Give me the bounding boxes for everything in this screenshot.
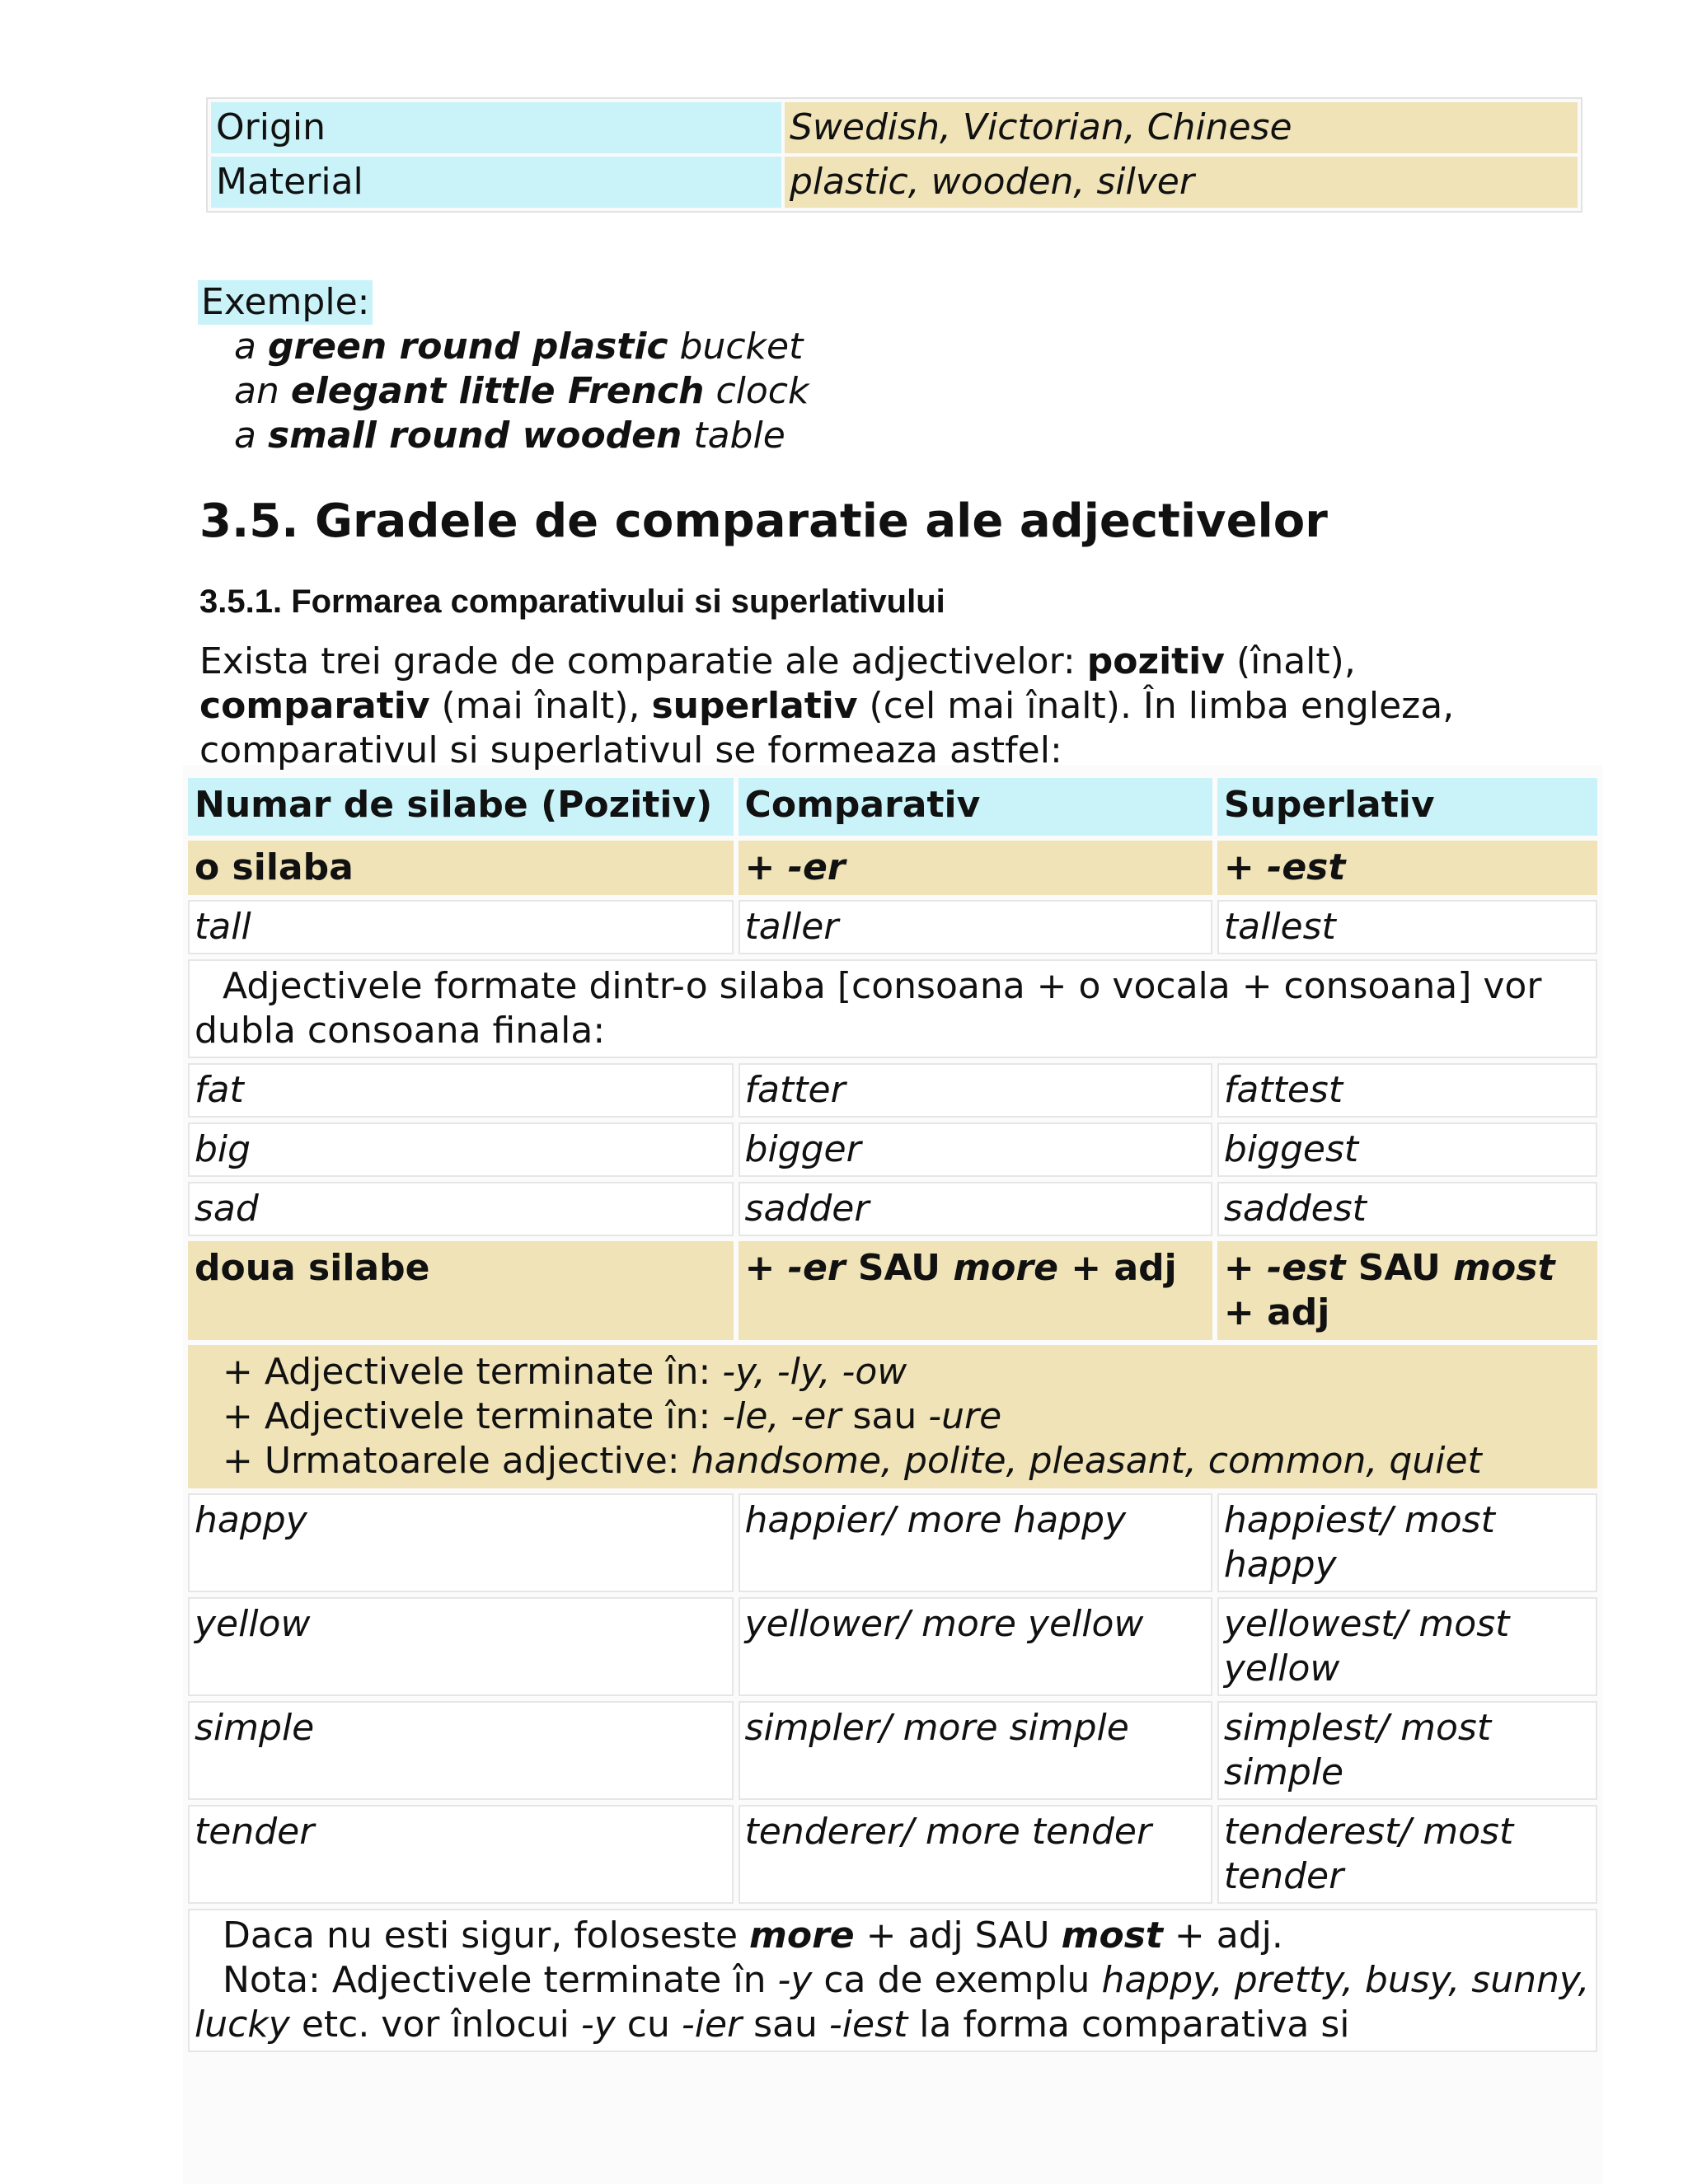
examples-block	[198, 280, 809, 458]
example-line	[198, 369, 809, 414]
positive-cell: fat	[188, 1063, 734, 1118]
positive-cell: big	[188, 1122, 734, 1177]
comparison-table	[183, 773, 1602, 2057]
superlative-cell: happiest/ most happy	[1217, 1493, 1597, 1592]
double-consonant-note: Adjectivele formate dintr-o silaba [consoana + o vocala + consoana] vor dubla consoana finala:	[188, 959, 1597, 1058]
row-label: Origin	[211, 102, 781, 153]
superlative-cell: yellowest/ most yellow	[1217, 1597, 1597, 1696]
intro-term: pozitiv	[1086, 640, 1225, 682]
example-article: a	[234, 326, 256, 368]
note-row	[188, 959, 1597, 1058]
note-line: + Urmatoarele adjective: handsome, polite, pleasant, common, quiet	[223, 1440, 1482, 1482]
example-article: an	[234, 370, 279, 412]
table-row	[188, 1182, 1597, 1236]
table-row	[211, 102, 1578, 153]
superlative-cell: fattest	[1217, 1063, 1597, 1118]
positive-cell: tender	[188, 1805, 734, 1904]
positive-cell: happy	[188, 1493, 734, 1592]
superlative-cell: tallest	[1217, 900, 1597, 954]
example-adjectives: small round wooden	[267, 415, 682, 457]
example-article: a	[234, 415, 256, 457]
note-row	[188, 1345, 1597, 1488]
rule-row-two-syllables	[188, 1241, 1597, 1340]
note-line: Daca nu esti sigur, foloseste more + adj SAU most + adj.	[223, 1915, 1283, 1957]
row-label: Material	[211, 157, 781, 208]
table-row	[188, 1701, 1597, 1800]
rule-label: doua silabe	[188, 1241, 734, 1340]
positive-cell: simple	[188, 1701, 734, 1800]
example-adjectives: elegant little French	[290, 370, 705, 412]
comparative-cell: bigger	[738, 1122, 1212, 1177]
comparative-cell: yellower/ more yellow	[738, 1597, 1212, 1696]
rule-comparative: + -er	[738, 841, 1212, 895]
table-row	[188, 1493, 1597, 1592]
section-title: 3.5. Gradele de comparatie ale adjectivelor	[199, 494, 1328, 548]
comparative-cell: sadder	[738, 1182, 1212, 1236]
rule-superlative: + -est	[1217, 841, 1597, 895]
superlative-cell: tenderest/ most tender	[1217, 1805, 1597, 1904]
example-noun: table	[693, 415, 785, 457]
comparative-cell: taller	[738, 900, 1212, 954]
positive-cell: sad	[188, 1182, 734, 1236]
comparative-cell: tenderer/ more tender	[738, 1805, 1212, 1904]
table-row	[188, 1805, 1597, 1904]
comparative-cell: simpler/ more simple	[738, 1701, 1212, 1800]
column-header: Superlativ	[1217, 778, 1597, 836]
intro-text: (cel mai înalt). În limba engleza, comparativul si superlativul se formeaza astfel:	[199, 685, 1455, 771]
column-header: Numar de silabe (Pozitiv)	[188, 778, 734, 836]
note-line: + Adjectivele terminate în: -y, -ly, -ow	[223, 1351, 907, 1393]
superlative-cell: biggest	[1217, 1122, 1597, 1177]
example-adjectives: green round plastic	[267, 326, 668, 368]
table-row	[188, 900, 1597, 954]
comparative-cell: fatter	[738, 1063, 1212, 1118]
superlative-cell: simplest/ most simple	[1217, 1701, 1597, 1800]
superlative-cell: saddest	[1217, 1182, 1597, 1236]
rule-comparative: + -er SAU more + adj	[738, 1241, 1212, 1340]
table-header-row	[188, 778, 1597, 836]
example-line	[198, 414, 809, 458]
final-note	[188, 1909, 1597, 2052]
adjective-order-table	[206, 97, 1582, 213]
positive-cell: tall	[188, 900, 734, 954]
rule-row-one-syllable	[188, 841, 1597, 895]
intro-text: (mai înalt),	[429, 685, 652, 727]
comparative-cell: happier/ more happy	[738, 1493, 1212, 1592]
table-row	[211, 157, 1578, 208]
row-examples: Swedish, Victorian, Chinese	[785, 102, 1578, 153]
intro-paragraph	[199, 640, 1584, 773]
examples-label: Exemple:	[198, 280, 373, 325]
intro-term: comparativ	[199, 685, 430, 727]
intro-term: superlativ	[651, 685, 858, 727]
subsection-title: 3.5.1. Formarea comparativului si superlativului	[199, 583, 945, 620]
column-header: Comparativ	[738, 778, 1212, 836]
intro-text: Exista trei grade de comparatie ale adjectivelor:	[199, 640, 1087, 682]
table-row	[188, 1063, 1597, 1118]
positive-cell: yellow	[188, 1597, 734, 1696]
example-line	[198, 325, 809, 369]
note-line: Nota: Adjectivele terminate în -y ca de exemplu happy, pretty, busy, sunny, lucky etc. vor înlocui -y cu -ier sau -iest la forma comparativa si	[195, 1959, 1590, 2046]
example-noun: clock	[715, 370, 809, 412]
intro-text: (înalt),	[1224, 640, 1356, 682]
example-noun: bucket	[679, 326, 804, 368]
table-row	[188, 1597, 1597, 1696]
note-line: + Adjectivele terminate în: -le, -er sau -ure	[223, 1395, 1002, 1437]
rule-superlative: + -est SAU most + adj	[1217, 1241, 1597, 1340]
rule-label: o silaba	[188, 841, 734, 895]
table-row	[188, 1122, 1597, 1177]
note-row	[188, 1909, 1597, 2052]
two-syllable-notes	[188, 1345, 1597, 1488]
row-examples: plastic, wooden, silver	[785, 157, 1578, 208]
